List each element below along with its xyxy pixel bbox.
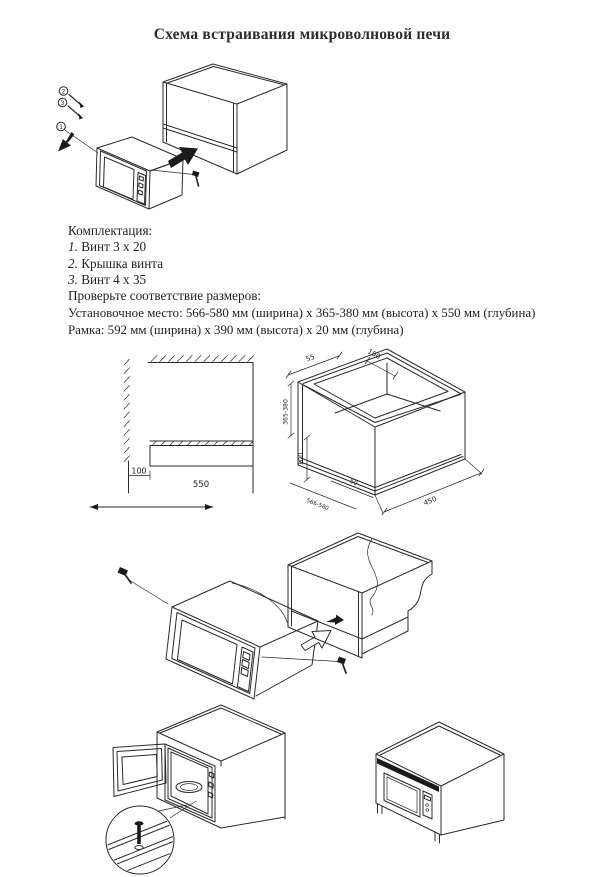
item-label: Крышка винта	[81, 255, 164, 271]
detail-callout	[105, 801, 196, 877]
callout-1-label: 1	[59, 123, 63, 131]
microwave-drawing	[96, 137, 183, 209]
screw-icon	[68, 95, 84, 120]
item-number: 2.	[68, 255, 78, 271]
lip-dimension-label: 50	[348, 477, 359, 488]
open-door-drawing	[113, 744, 166, 797]
screw-icon	[118, 567, 169, 604]
installed-cabinet-drawing	[376, 722, 504, 843]
dimensions-block	[68, 305, 535, 338]
callout-3-label: 3	[60, 99, 65, 107]
direction-arrow-icon	[90, 504, 213, 510]
callout-3	[58, 98, 67, 107]
kit-block	[68, 223, 261, 304]
kit-heading: Комплектация:	[68, 223, 153, 238]
screw-icon	[151, 170, 200, 186]
niche-line-art	[298, 349, 465, 495]
power-cable	[368, 539, 378, 615]
base-height-dimension-label: 100	[297, 452, 305, 466]
microwave-frame-drawing	[166, 581, 318, 699]
item-label: Винт 4 х 35	[81, 271, 147, 287]
cutaway-cabinet-drawing	[288, 533, 432, 658]
list-item	[68, 256, 261, 272]
microwave-open-drawing	[165, 744, 215, 822]
height-dimension-label: 365-380	[282, 399, 290, 425]
cabinet-drawing	[157, 705, 285, 828]
push-arrow-icon	[301, 631, 331, 651]
list-item	[68, 272, 261, 288]
list-item	[68, 239, 261, 255]
callout-2	[59, 87, 68, 96]
install-space-line: Установочное место: 566-580 мм (ширина) х 365-380 мм (высота) х 550 мм (глубина)	[68, 306, 536, 320]
microwave-front-drawing	[384, 773, 432, 819]
top-gap-dimension-label: 55	[304, 352, 316, 364]
figure-finished-install	[360, 700, 520, 845]
figure-door-open-detail	[75, 700, 320, 872]
depth-dimension-label: 550	[192, 480, 210, 490]
page-title: Схема встраивания микроволновой печи	[153, 26, 451, 43]
callout-2-label: 2	[61, 88, 66, 96]
item-number: 1.	[68, 239, 78, 255]
item-number: 3.	[68, 271, 78, 287]
cable-arrow-icon	[326, 615, 344, 626]
check-note: Проверьте соответствие размеров:	[68, 288, 262, 304]
top-strip-dimension-label: 100	[366, 347, 382, 361]
callout-1	[57, 122, 98, 153]
depth-dimension-label: 450	[422, 494, 438, 508]
frame-line: Рамка: 592 мм (ширина) х 390 мм (высота) х 20 мм (глубина)	[68, 322, 404, 337]
offset-dimension-label: 100	[131, 466, 147, 476]
figure-insertion-overview	[55, 60, 295, 220]
figure-insertion-detail	[110, 527, 455, 712]
figure-side-section	[85, 353, 260, 518]
width-dimension-label: 566-580	[305, 497, 330, 513]
figure-iso-niche	[283, 337, 533, 527]
screw-icon	[262, 657, 346, 674]
item-label: Винт 3 х 20	[81, 239, 147, 255]
